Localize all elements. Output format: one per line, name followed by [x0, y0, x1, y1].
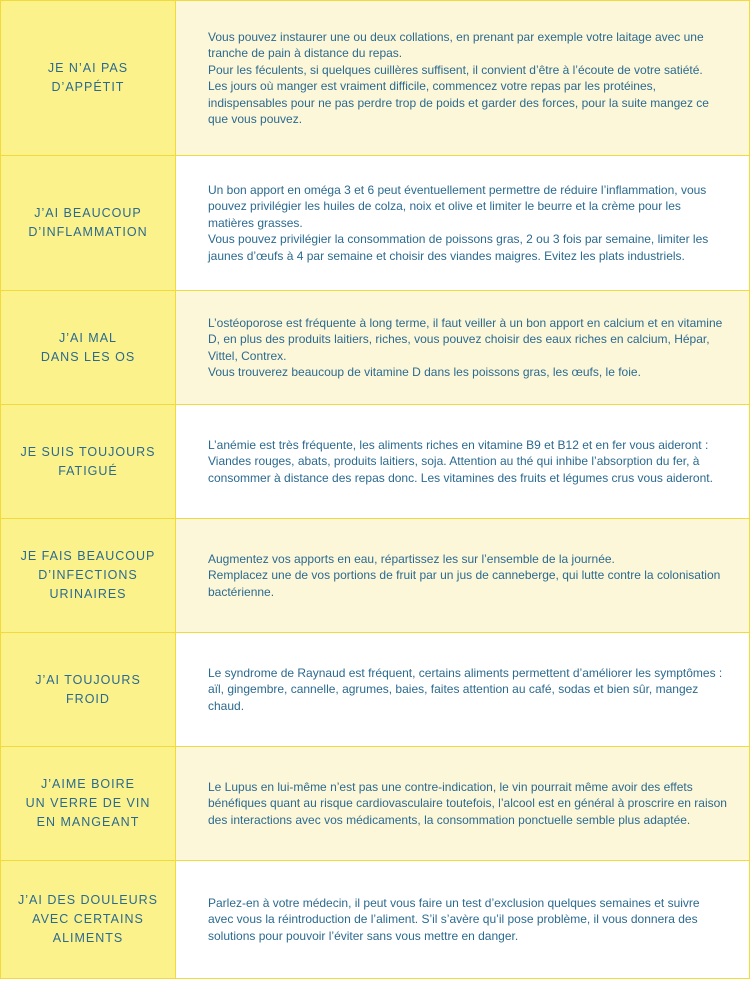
row-label: J’AI MAL DANS LES OS	[40, 330, 136, 364]
row-label-cell	[1, 405, 176, 518]
table-row	[1, 861, 749, 978]
table-row	[1, 1, 749, 156]
row-label-cell	[1, 1, 176, 155]
row-label: J’AI TOUJOURS FROID	[35, 672, 141, 706]
table-row	[1, 156, 749, 291]
row-text: L’anémie est très fréquente, les aliments riches en vitamine B9 et B12 et en fer vous aideront : Viandes rouges, abats, produits laitiers, soja. Attention au thé qui inhibe l’absorption du fer, à consommer à distance des repas donc. Les vitamines des fruits et légumes crus vous aideront.	[208, 437, 713, 485]
row-label-cell	[1, 156, 176, 290]
row-text: Un bon apport en oméga 3 et 6 peut éventuellement permettre de réduire l’inflammation, vous pouvez privilégier les huiles de colza, noix et olive et limiter le beurre et la crème pour les matières grasses. Vous pouvez privilégier la consommation de poissons gras, 2 ou 3 fois par semaine, limiter les jaunes d’œufs à 4 par semaine et choisir des viandes maigres. Evitez les plats industriels.	[208, 182, 709, 263]
row-content-cell	[176, 861, 749, 978]
row-text: Parlez-en à votre médecin, il peut vous faire un test d’exclusion quelques semaines et suivre avec vous la réintroduction de l’aliment. S’il s’avère qu’il pose problème, il vous donnera des solutions pour pouvoir l’éviter sans vous mettre en danger.	[208, 895, 700, 943]
row-label: J’AI BEAUCOUP D’INFLAMMATION	[28, 206, 148, 239]
row-label-cell	[1, 633, 176, 746]
row-content-cell	[176, 519, 749, 632]
row-text: Le Lupus en lui-même n’est pas une contre-indication, le vin pourrait même avoir des effets bénéfiques quant au risque cardiovasculaire toutefois, l’alcool est en général à proscrire en raison des interactions avec vos médicaments, la consommation ponctuelle semble plus adaptée.	[208, 779, 727, 827]
row-label-cell	[1, 291, 176, 404]
row-content-cell	[176, 156, 749, 290]
table-row	[1, 519, 749, 633]
row-label: JE SUIS TOUJOURS FATIGUÉ	[20, 444, 156, 478]
row-content-cell	[176, 405, 749, 518]
row-content-cell	[176, 747, 749, 860]
table-row	[1, 291, 749, 405]
row-label: J’AIME BOIRE UN VERRE DE VIN EN MANGEANT	[25, 777, 151, 829]
table-row	[1, 747, 749, 861]
row-content-cell	[176, 1, 749, 155]
row-label: JE N’AI PAS D’APPÉTIT	[47, 61, 129, 94]
row-label-cell	[1, 861, 176, 978]
row-text: Vous pouvez instaurer une ou deux collations, en prenant par exemple votre laitage avec une tranche de pain à distance du repas. Pour les féculents, si quelques cuillères suffisent, il convient d’être à l’écoute de votre satiété. Les jours où manger est vraiment difficile, commencez votre repas par les protéines, indispensables pour ne pas perdre trop de poids et garder des forces, pour la suite mangez ce que vous pouvez.	[208, 29, 709, 126]
table-row	[1, 633, 749, 747]
table-row	[1, 405, 749, 519]
row-content-cell	[176, 291, 749, 404]
row-label: JE FAIS BEAUCOUP D’INFECTIONS URINAIRES	[20, 549, 156, 601]
row-text: L’ostéoporose est fréquente à long terme, il faut veiller à un bon apport en calcium et en vitamine D, en plus des produits laitiers, riches, vous pouvez choisir des eaux riches en calcium, Hépar, Vittel, Contrex. Vous trouverez beaucoup de vitamine D dans les poissons gras, les œufs, le foie.	[208, 315, 723, 379]
row-label-cell	[1, 747, 176, 860]
row-text: Augmentez vos apports en eau, répartissez les sur l’ensemble de la journée. Remplacez une de vos portions de fruit par un jus de canneberge, qui lutte contre la colonisation bactérienne.	[208, 551, 721, 599]
row-text: Le syndrome de Raynaud est fréquent, certains aliments permettent d’améliorer les symptômes : aïl, gingembre, cannelle, agrumes, baies, faites attention au café, sodas et bien sûr, mangez chaud.	[208, 665, 723, 713]
row-content-cell	[176, 633, 749, 746]
row-label-cell	[1, 519, 176, 632]
row-label: J’AI DES DOULEURS AVEC CERTAINS ALIMENTS	[18, 893, 158, 945]
